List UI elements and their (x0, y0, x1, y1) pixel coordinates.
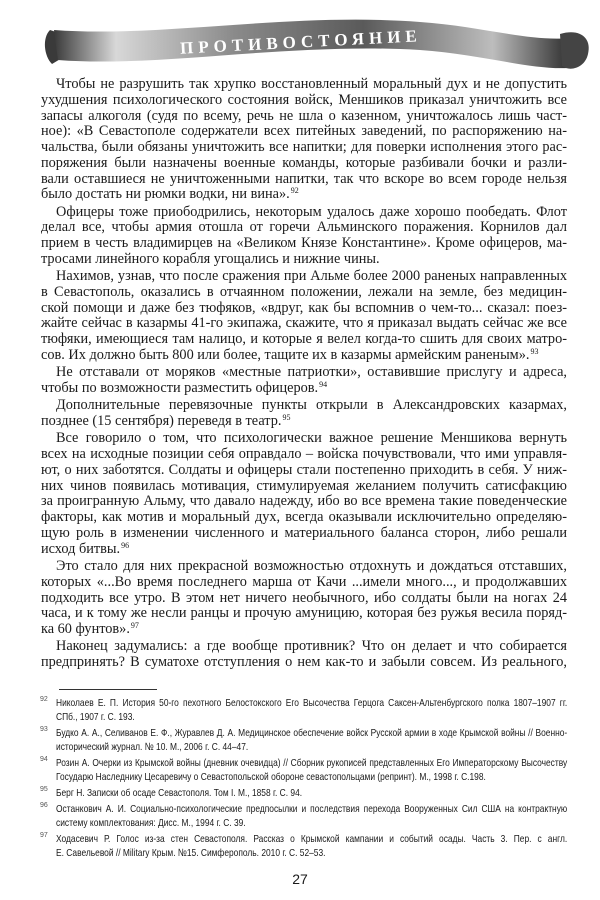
line-text: ное): «В Севастополе содержатели всех питейных заведений, по распоряжению на- (41, 123, 567, 140)
text-line (41, 479, 567, 495)
text-line (41, 542, 567, 558)
footnote-reference[interactable]: 94 (319, 380, 328, 390)
line-text: Дополнительные перевязочные пункты открыли в Александровских казармах, (56, 397, 567, 414)
body-text (41, 77, 567, 673)
line-text: всех на исходные позиции себя оправдало – войска почувствовали, что ими управля- (41, 446, 567, 463)
text-line (41, 575, 567, 591)
paragraph (41, 398, 567, 430)
paragraph (41, 205, 567, 268)
footnote-text (56, 756, 567, 784)
line-text: сов. Их должно быть 800 или более, тащите их в казармы армейским раненым». (41, 346, 530, 363)
text-line (41, 187, 567, 203)
footnote-reference[interactable]: 95 (282, 413, 291, 423)
text-line (41, 205, 567, 221)
line-text: них чинов появилась мотивация, стимулируемая желанием получить сатисфакцию (41, 477, 567, 494)
footnote-number: 94 (40, 756, 48, 763)
line-text: Наконец задумались: а где вообще противник? Что он делает и что собирается (56, 638, 567, 655)
line-text: Все говорило о том, что психологически важное решение Меншикова вернуть (56, 430, 567, 447)
line-text: ка 60 фунтов». (41, 621, 130, 638)
text-line (41, 93, 567, 109)
ribbon-right-curl (560, 32, 589, 68)
line-text: чтобы по возможности разместить офицеров. (41, 380, 319, 397)
line-text: тюфяки, имеющиеся там налицо, и которые я велел когда-то сшить для своих матро- (41, 331, 567, 348)
footnote (40, 802, 567, 830)
text-line (41, 655, 567, 671)
chapter-banner (40, 8, 600, 78)
text-line (41, 236, 567, 252)
paragraph (41, 639, 567, 671)
paragraph (41, 431, 567, 557)
footnote-text (56, 726, 567, 754)
line-text: часа, и к тому же несли ранцы и прочую амуницию, которая без ружья весила поряд- (41, 605, 567, 622)
line-text: вали оставшиеся не уничтоженными напитки, так что вскоре во всем городе нельзя (41, 170, 567, 187)
page-number: 27 (292, 871, 308, 887)
footnote-text (56, 696, 567, 724)
footnote-reference[interactable]: 97 (130, 621, 139, 631)
line-text: запасы алкоголя (судя по всему, речь не шла о казенном, уничтожалось лишь част- (41, 107, 567, 124)
footnote-text (56, 786, 567, 800)
text-line (41, 463, 567, 479)
footnote-line: Будко А. А., Селиванов Е. Ф., Журавлев Д. А. Медицинское обеспечение войск Русской армии в ходе Крымской войны // Военно- (56, 727, 568, 739)
footnote (40, 756, 567, 784)
footnote (40, 786, 567, 800)
text-line (41, 220, 567, 236)
footnote (40, 726, 567, 754)
footnote-line: исторический журнал. № 10. М., 2006 г. С. 44–47. (56, 741, 249, 753)
text-line (41, 156, 567, 172)
footnote-line: Ходасевич Р. Голос из-за стен Севастополя. Рассказ о Крымской кампании и событий осады. Часть 3. Пер. с англ. (56, 833, 568, 845)
text-line (41, 252, 567, 268)
line-text: позднее (15 сентября) переведя в театр. (41, 413, 282, 430)
line-text: поряжения были назначены военные команды, которые разбивали бочки и разли- (41, 154, 567, 171)
paragraph (41, 269, 567, 364)
line-text: щую роль в изменении численного и материального баланса сторон, либо решали (41, 524, 567, 541)
text-line (41, 639, 567, 655)
footnote-number: 95 (40, 786, 48, 793)
footnote-separator (59, 689, 157, 690)
text-line (41, 526, 567, 542)
line-text: ухудшения психологического состояния войск, Меншиков приказал уничтожить все (41, 91, 567, 108)
footnote (40, 832, 567, 860)
line-text: делал все, чтобы армия отошла от горечи Альминского поражения. Корнилов дал (41, 219, 567, 236)
footnote (40, 696, 567, 724)
line-text: жайте сейчас в казармы 41-го экипажа, скажите, что я приказал выдать сейчас же все (41, 315, 567, 332)
line-text: исход битвы. (41, 540, 121, 557)
text-line (41, 431, 567, 447)
footnote-text (56, 832, 567, 860)
line-text: ют, о них заботятся. Солдаты и офицеры стали постепенно приходить в себя. У ниж- (41, 461, 567, 478)
text-line (41, 332, 567, 348)
paragraph (41, 365, 567, 397)
line-text: Чтобы не разрушить так хрупко восстановленный моральный дух и не допустить (56, 76, 567, 92)
line-text: Не отставали от моряков «местные патриотки», оставившие прислугу и адреса, (56, 364, 567, 381)
line-text: Это стало для них прекрасной возможностью отдохнуть и дождаться отставших, (56, 558, 567, 575)
line-text: которых «...Во время последнего марша от Качи ...имели много..., и продолжавших (41, 573, 567, 590)
paragraph (41, 559, 567, 638)
line-text: Нахимов, узнав, что после сражения при Альме более 2000 раненых направленных (56, 268, 567, 285)
footnote-line: Останкович А. И. Социально-психологические предпосылки и последствия перехода Вооруженных Сил США на контрактную (56, 803, 568, 815)
footnote-reference[interactable]: 92 (290, 186, 299, 196)
line-text: подходить все утро. В этом нет ничего необычного, ибо солдаты были на ногах 24 (41, 589, 567, 606)
footnote-number: 96 (40, 802, 48, 809)
footnotes (40, 696, 567, 862)
text-line (41, 365, 567, 381)
line-text: факторы, как мотив и моральный дух, всегда оказывали исключительно определяю- (41, 509, 567, 526)
line-text: за проигранную Альму, что давало надежду, ибо во все времена такие поведенческие (41, 493, 567, 510)
text-line (41, 414, 567, 430)
text-line (41, 77, 567, 93)
line-text: чальства, были обязаны уничтожить все напитки; для поверки исполнения этого рас- (41, 139, 567, 155)
footnote-reference[interactable]: 93 (530, 346, 539, 356)
line-text: было достать ни рюмки водки, ни вина». (41, 186, 290, 203)
footnote-line: Е. Савельевой // Military Крым. №15. Симферополь. 2010 г. С. 52–53. (56, 847, 326, 859)
text-line (41, 172, 567, 188)
banner-title: ПРОТИВОСТОЯНИЕ (179, 26, 423, 58)
text-line (41, 140, 567, 156)
text-line (41, 494, 567, 510)
text-line (41, 301, 567, 317)
text-line (41, 285, 567, 301)
text-line (41, 622, 567, 638)
line-text: ской помощи и даже без тюфяков, «вдруг, как бы вспомнив о чем-то... сказал: поез- (41, 299, 567, 316)
text-line (41, 510, 567, 526)
footnote-number: 93 (40, 726, 48, 733)
text-line (41, 606, 567, 622)
footnote-line: СПб., 1907 г. С. 193. (56, 711, 135, 723)
footnote-line: Государю Наследнику Цесаревичу о Севастопольской обороне севастопольцами (репринт). М., 1998 г. С.198. (56, 771, 486, 783)
text-line (41, 559, 567, 575)
line-text: тросами линейного корабля угощались и нижние чины. (41, 250, 380, 267)
line-text: прием в честь владимирцев на «Великом Князе Константине». Кроме офицеров, ма- (41, 235, 567, 252)
line-text: в Севастополь, оказались в отчаянном положении, лежали на земле, без медицин- (41, 283, 567, 300)
text-line (41, 591, 567, 607)
line-text: предпринять? В суматохе отступления о нем как-то и забыли совсем. Из реального, (41, 654, 567, 671)
line-text: Офицеры тоже приободрились, некоторым удалось даже хорошо пообедать. Флот (56, 203, 567, 220)
footnote-number: 97 (40, 832, 48, 839)
footnote-text (56, 802, 567, 830)
text-line (41, 398, 567, 414)
footnote-line: систему комплектования: Дисс. М., 1994 г. С. 39. (56, 817, 246, 829)
text-line (41, 269, 567, 285)
text-line (41, 109, 567, 125)
paragraph (41, 77, 567, 203)
text-line (41, 381, 567, 397)
footnote-number: 92 (40, 696, 48, 703)
text-line (41, 124, 567, 140)
footnote-line: Николаев Е. П. История 50-го пехотного Белостокского Его Высочества Герцога Саксен-Альтенбургского полка 1807–1907 гг. (56, 697, 568, 709)
text-line (41, 316, 567, 332)
footnote-reference[interactable]: 96 (121, 540, 130, 550)
text-line (41, 447, 567, 463)
text-line (41, 348, 567, 364)
footnote-line: Розин А. Очерки из Крымской войны (дневник очевидца) // Сборник рукописей представленных Его Императорскому Высочеству (56, 757, 568, 769)
footnote-line: Берг Н. Записки об осаде Севастополя. Том I. М., 1858 г. С. 94. (56, 787, 303, 799)
